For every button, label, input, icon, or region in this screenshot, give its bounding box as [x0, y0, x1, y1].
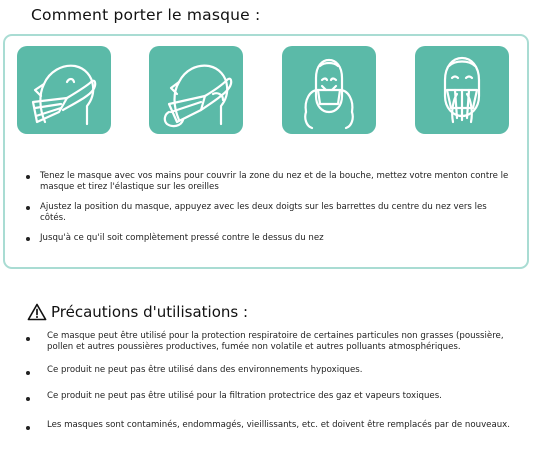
page-title: Comment porter le masque :	[31, 6, 261, 24]
precaution-item: Les masques sont contaminés, endommagés, vieillissants, etc. et doivent être remplacés par de nouveaux.	[24, 420, 524, 431]
precautions-heading	[27, 303, 248, 321]
instruction-list	[24, 171, 514, 253]
precaution-item: Ce produit ne peut pas être utilisé pour la filtration protectrice des gaz et vapeurs toxiques.	[24, 391, 524, 402]
precaution-item: Ce masque peut être utilisé pour la protection respiratoire de certaines particules non grasses (poussière, pollen et autres poussières productives, fumée non volatile et autres polluants atmosphériques.	[24, 331, 524, 353]
precaution-item: Ce produit ne peut pas être utilisé dans des environnements hypoxiques.	[24, 365, 524, 376]
face-mask-side-view-icon	[17, 46, 111, 134]
instruction-item: Ajustez la position du masque, appuyez avec les deux doigts sur les barrettes du centre du nez vers les côtés.	[24, 202, 514, 224]
pressing-nose-clip-icon	[282, 46, 376, 134]
instruction-item: Jusqu'à ce qu'il soit complètement pressé contre le dessus du nez	[24, 233, 514, 244]
warning-triangle-icon	[27, 303, 47, 321]
instruction-item: Tenez le masque avec vos mains pour couvrir la zone du nez et de la bouche, mettez votre menton contre le masque et tirez l'élastique sur les oreilles	[24, 171, 514, 193]
precautions-list	[24, 331, 524, 431]
precautions-title: Précautions d'utilisations :	[51, 303, 249, 321]
adjusting-mask-front-icon	[415, 46, 509, 134]
hands-holding-mask-icon	[149, 46, 243, 134]
